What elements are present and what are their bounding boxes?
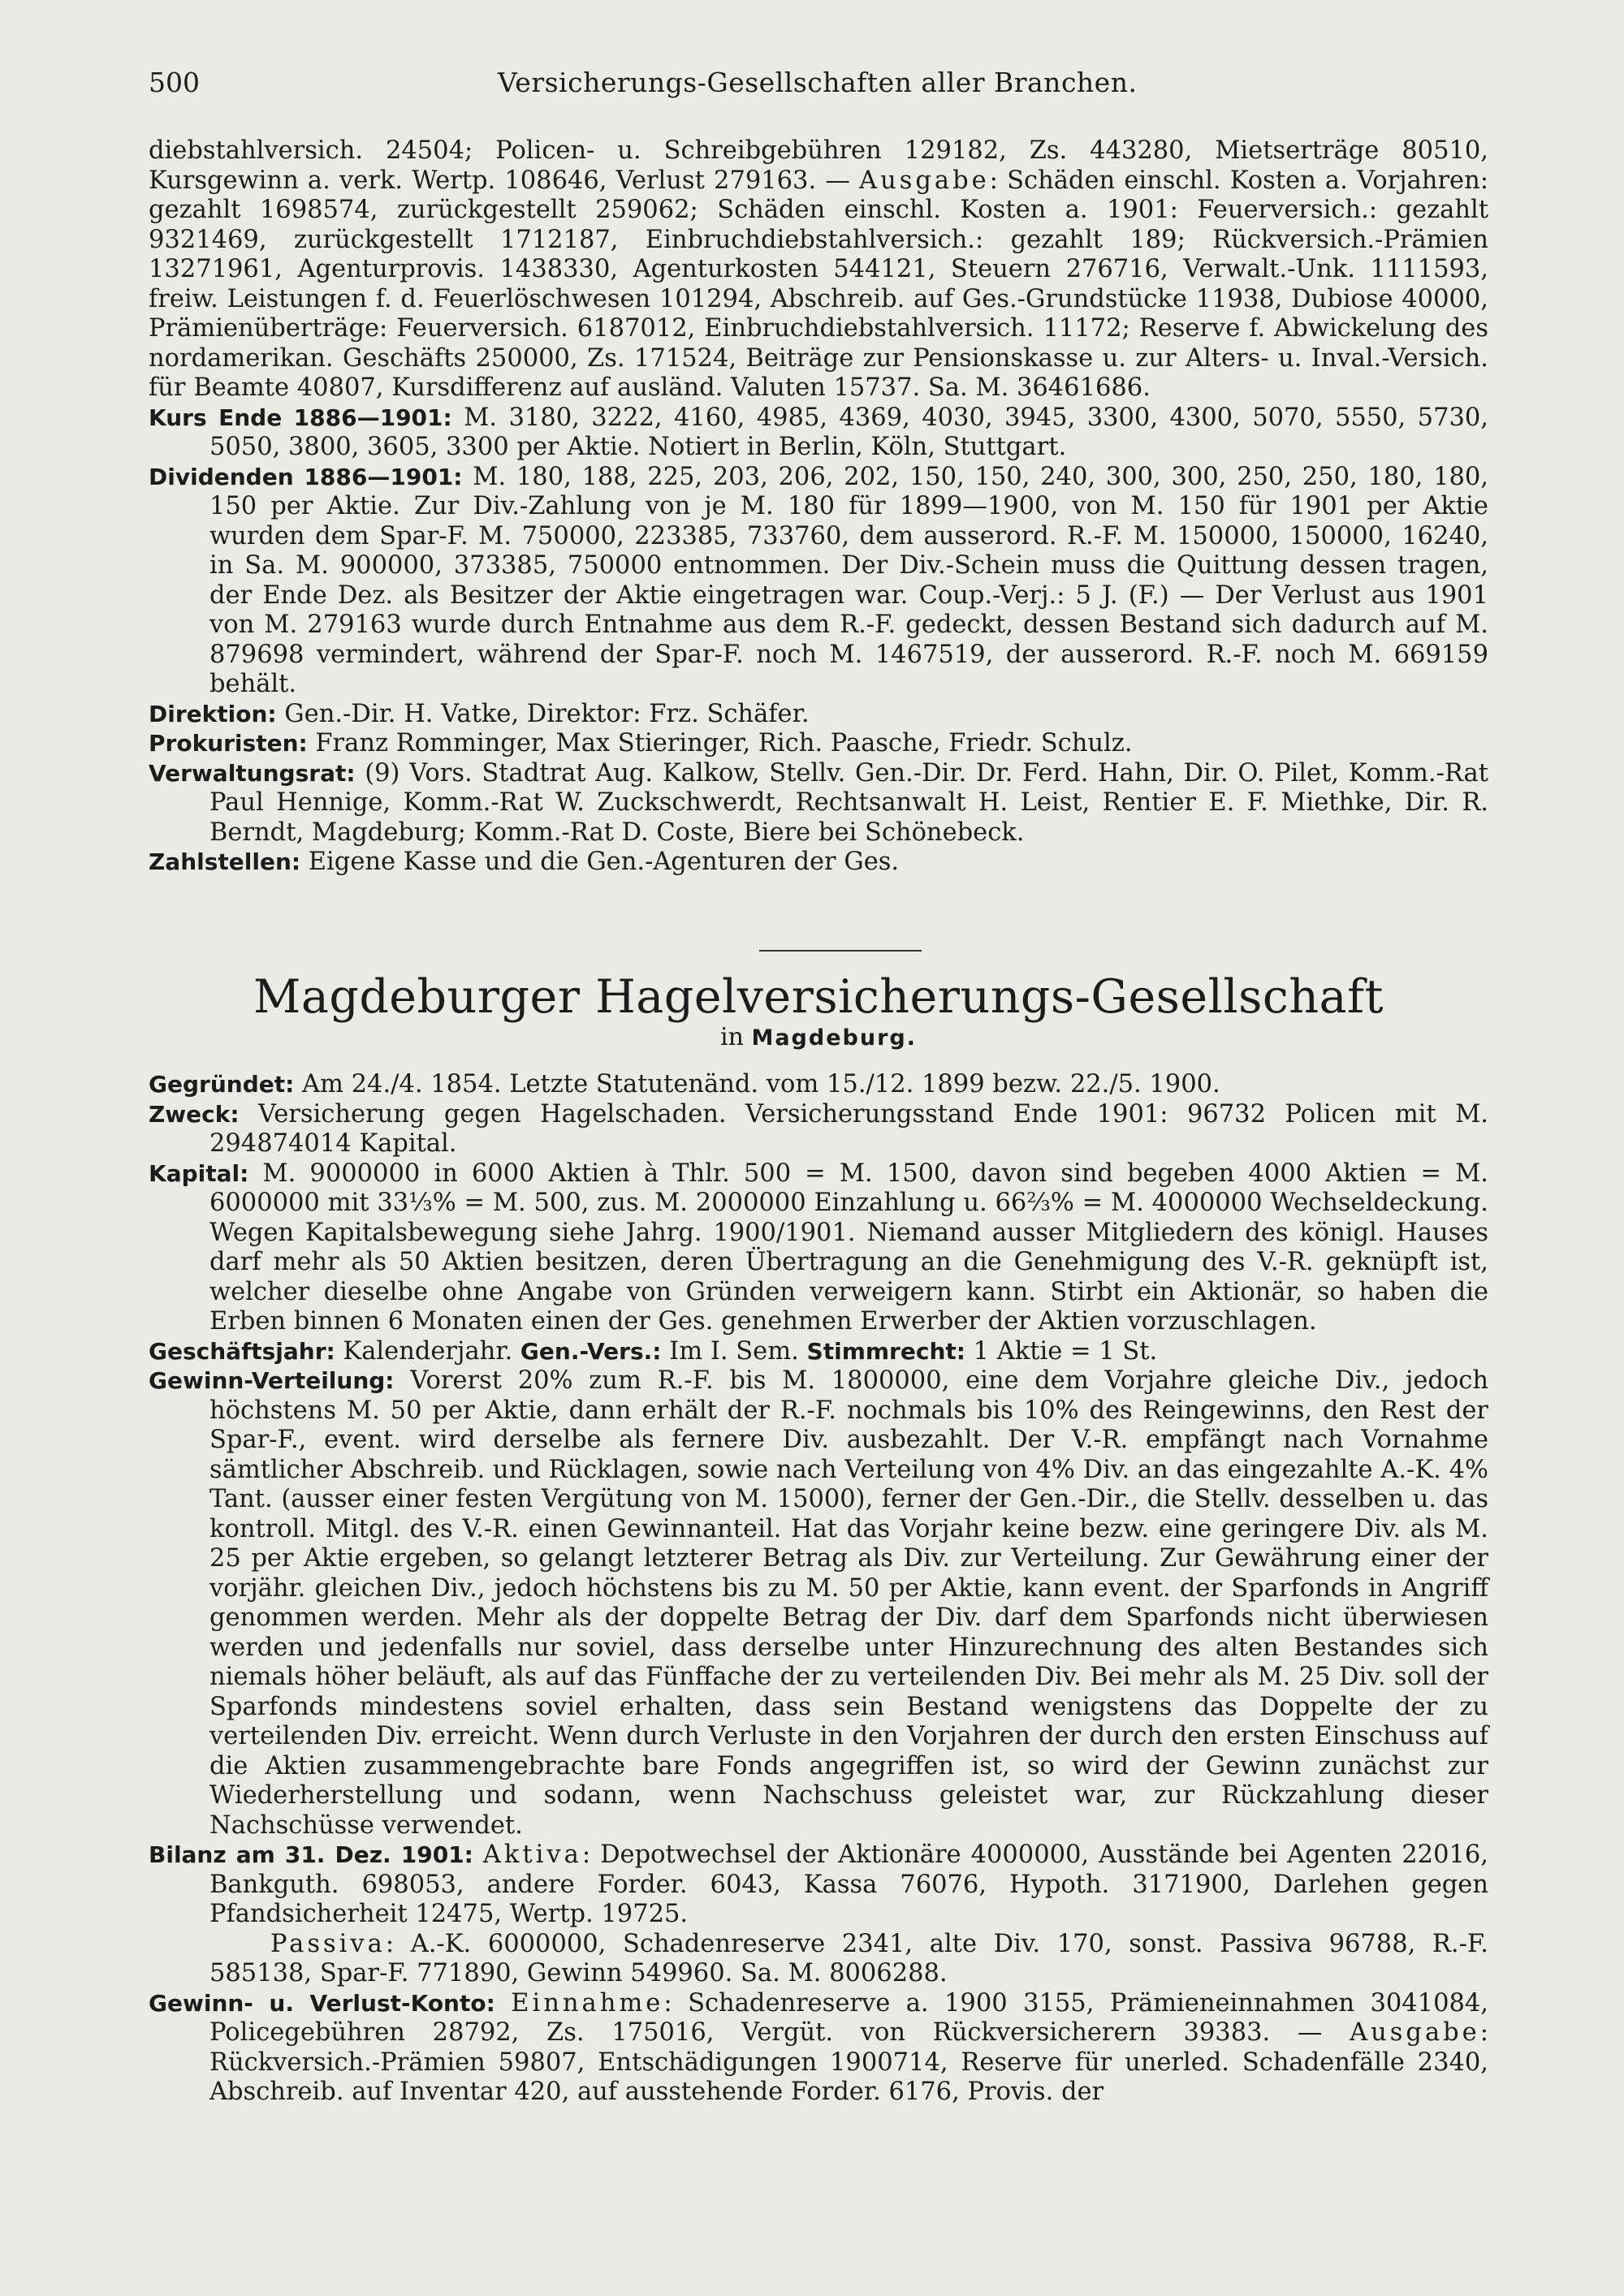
company-location: in Magdeburg. [720,1023,917,1051]
zahlstellen-entry: Zahlstellen: Eigene Kasse und die Gen.-Agenturen der Ges. [149,848,900,876]
zweck-label: Zweck: [149,1100,240,1128]
passiva-label: Passiva [270,1929,386,1958]
kurs-entry: Kurs Ende 1886—1901: M. 3180, 3222, 4160, 4985, 4369, 4030, 3945, 3300, 4300, 5070, 5550, 5730, 5050, 3800, 3605, 3300 per Aktie. Notiert in Berlin, Köln, Stuttgart. [149,403,1488,461]
running-title: Versicherungs-Gesellschaften aller Branchen. [498,67,1138,98]
verwaltungsrat-entry: Verwaltungsrat: (9) Vors. Stadtrat Aug. Kalkow, Stellv. Gen.-Dir. Dr. Ferd. Hahn, Dir. O. Pilet, Komm.-Rat Paul Hennige, Komm.-Rat W. Zuckschwerdt, Rechtsanwalt H. Leist, Rentier E. F. Miethke, Dir. R. Berndt, Magdeburg; Komm.-Rat D. Coste, Biere bei Schönebeck. [149,758,1488,847]
gewinn-verteilung-label: Gewinn-Verteilung: [149,1367,395,1394]
gewinn-verlust-entry: Gewinn- u. Verlust-Konto: Einnahme: Schadenreserve a. 1900 3155, Prämieneinnahmen 3041084, Policegebühren 28792, Zs. 175016, Vergüt. von Rückversicherern 39383. — Ausgabe: Rückversich.-Prämien 59807, Entschädigungen 1900714, Reserve für unerled. Schadenfälle 2340, Abschreib. auf Inventar 420, auf ausstehende Forder. 6176, Provis. der [149,1988,1488,2106]
company-title: Magdeburger Hagelversicherungs-Gesellschaft [253,970,1384,1024]
prokuristen-label: Prokuristen: [149,730,308,757]
geschaeftsjahr-entry: Geschäftsjahr: Kalenderjahr. Gen.-Vers.: Im I. Sem. Stimmrecht: 1 Aktie = 1 St. [149,1336,1158,1366]
kapital-label: Kapital: [149,1159,249,1187]
zweck-entry: Zweck: Versicherung gegen Hagelschaden. Versicherungsstand Ende 1901: 96732 Policen mit M. 294874014 Kapital. [149,1099,1488,1158]
direktion-entry: Direktion: Gen.-Dir. H. Vatke, Direktor: Frz. Schäfer. [149,699,810,728]
company-city: Magdeburg. [751,1025,917,1051]
prokuristen-entry: Prokuristen: Franz Romminger, Max Stieringer, Rich. Paasche, Friedr. Schulz. [149,729,1133,757]
gewinn-verlust-label: Gewinn- u. Verlust-Konto: [149,1989,495,2017]
company-section [149,1070,1488,2108]
stimmrecht-label: Stimmrecht: [806,1337,965,1365]
geschaeftsjahr-label: Geschäftsjahr: [149,1337,335,1365]
gegruendet-label: Gegründet: [149,1071,295,1098]
gegruendet-entry: Gegründet: Am 24./4. 1854. Letzte Statutenänd. vom 15./12. 1899 bezw. 22./5. 1900. [149,1070,1220,1098]
ausgabe-continuation: diebstahlversich. 24504; Policen- u. Schreibgebühren 129182, Zs. 443280, Mietserträge 80510, Kursgewinn a. verk. Wertp. 108646, Verlust 279163. — Ausgabe: Schäden einschl. Kosten a. Vorjahren: gezahlt 1698574, zurückgestellt 259062; Schäden einschl. Kosten a. 1901: Feuerversich.: gezahlt 9321469, zurückgestellt 1712187, Einbruchdiebstahlversich.: gezahlt 189; Rückversich.-Prämien 13271961, Agenturprovis. 1438330, Agenturkosten 544121, Steuern 276716, Verwalt.-Unk. 1111593, freiw. Leistungen f. d. Feuerlöschwesen 101294, Abschreib. auf Ges.-Grundstücke 11938, Dubiose 40000, Prämienüberträge: Feuerversich. 6187012, Einbruchdiebstahlversich. 11172; Reserve f. Abwickelung des nordamerikan. Geschäfts 250000, Zs. 171524, Beiträge zur Pensionskasse u. zur Alters- u. Inval.-Versich. für Beamte 40807, Kursdifferenz auf ausländ. Valuten 15737. Sa. M. 36461686. [149,136,1488,402]
ausgabe-label: Ausgabe [859,166,990,195]
gewinn-verteilung-entry: Gewinn-Verteilung: Vorerst 20% zum R.-F. bis M. 1800000, eine dem Vorjahre gleiche Div., jedoch höchstens M. 50 per Aktie, dann erhält der R.-F. nochmals bis 10% des Reingewinns, den Rest der Spar-F., event. wird derselbe als fernere Div. ausbezahlt. Der V.-R. empfängt nach Vornahme sämtlicher Abschreib. und Rücklagen, sowie nach Verteilung von 4% Div. an das eingezahlte A.-K. 4% Tant. (ausser einer festen Vergütung von M. 15000), ferner der Gen.-Dir., die Stellv. desselben u. das kontroll. Mitgl. des V.-R. einen Gewinnanteil. Hat das Vorjahr keine bezw. eine geringere Div. als M. 25 per Aktie ergeben, so gelangt letzterer Betrag als Div. zur Verteilung. Zur Gewährung einer der vorjähr. gleichen Div., jedoch höchstens bis zu M. 50 per Aktie, kann event. der Sparfonds in Angriff genommen werden. Mehr als der doppelte Betrag der Div. darf dem Sparfonds nicht überwiesen werden und jedenfalls nur soviel, dass derselbe unter Hinzurechnung des alten Bestandes sich niemals höher beläuft, als auf das Fünffache der zu verteilenden Div. Bei mehr als M. 25 Div. soll der Sparfonds mindestens soviel erhalten, dass sein Bestand wenigstens das Doppelte der zu verteilenden Div. erreicht. Wenn durch Verluste in den Vorjahren der durch den ersten Einschuss auf die Aktien zusammengebrachte bare Fonds angegriffen ist, so wird der Gewinn zunächst zur Wiederherstellung und sodann, wenn Nachschuss geleistet war, zur Rückzahlung dieser Nachschüsse verwendet. [149,1366,1488,1840]
dividenden-entry: Dividenden 1886—1901: M. 180, 188, 225, 203, 206, 202, 150, 150, 240, 300, 300, 250, 250, 180, 180, 150 per Aktie. Zur Div.-Zahlung von je M. 180 für 1899—1900, von M. 150 für 1901 per Aktie wurden dem Spar-F. M. 750000, 223385, 733760, dem ausserord. R.-F. M. 150000, 150000, 16240, in Sa. M. 900000, 373385, 750000 entnommen. Der Div.-Schein muss die Quittung dessen tragen, der Ende Dez. als Besitzer der Aktie eingetragen war. Coup.-Verj.: 5 J. (F.) — Der Verlust aus 1901 von M. 279163 wurde durch Entnahme aus dem R.-F. gedeckt, dessen Bestand sich dadurch auf M. 879698 vermindert, während der Spar-F. noch M. 1467519, der ausserord. R.-F. noch M. 669159 behält. [149,462,1488,698]
aktiva-label: Aktiva [482,1841,582,1869]
section-divider [759,950,922,952]
previous-company-section [149,136,1488,878]
passiva-entry: Passiva: A.-K. 6000000, Schadenreserve 2341, alte Div. 170, sonst. Passiva 96788, R.-F. 585138, Spar-F. 771890, Gewinn 549960. Sa. M. 8006288. [209,1929,1488,1987]
einnahme-label: Einnahme [511,1988,664,2018]
ausgabe-label-2: Ausgabe [1350,2018,1480,2047]
zahlstellen-label: Zahlstellen: [149,848,301,875]
bilanz-label: Bilanz am 31. Dez. 1901: [149,1841,473,1868]
gen-vers-label: Gen.-Vers.: [520,1337,662,1365]
direktion-label: Direktion: [149,700,277,727]
dividenden-label: Dividenden 1886—1901: [149,463,463,490]
bilanz-entry: Bilanz am 31. Dez. 1901: Aktiva: Depotwechsel der Aktionäre 4000000, Ausstände bei Agenten 22016, Bankguth. 698053, andere Forder. 6043, Kassa 76076, Hypoth. 3171900, Darlehen gegen Pfandsicherheit 12475, Wertp. 19725. [149,1841,1489,1928]
page-number: 500 [149,67,200,98]
kapital-entry: Kapital: M. 9000000 in 6000 Aktien à Thlr. 500 = M. 1500, davon sind begeben 4000 Aktien = M. 6000000 mit 33⅓% = M. 500, zus. M. 2000000 Einzahlung u. 66⅔% = M. 4000000 Wechseldeckung. Wegen Kapitalsbewegung siehe Jahrg. 1900/1901. Niemand ausser Mitgliedern des königl. Hauses darf mehr als 50 Aktien besitzen, deren Übertragung an die Genehmigung des V.-R. geknüpft ist, welcher dieselbe ohne Angabe von Gründen verweigern kann. Stirbt ein Aktionär, so haben die Erben binnen 6 Monaten einen der Ges. genehmen Erwerber der Aktien vorzuschlagen. [149,1159,1488,1336]
verwaltungsrat-label: Verwaltungsrat: [149,759,356,787]
kurs-label: Kurs Ende 1886—1901: [149,404,452,431]
